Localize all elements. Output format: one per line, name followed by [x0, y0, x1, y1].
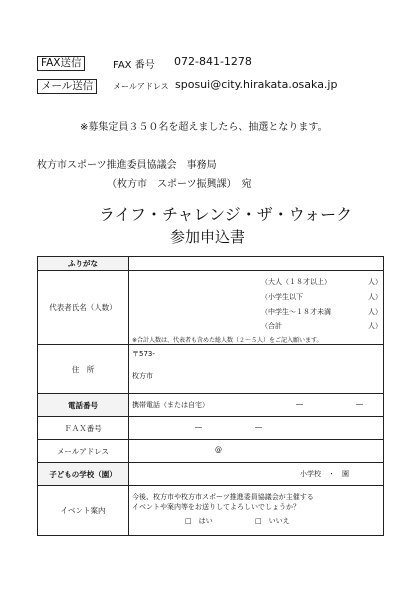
- furigana-label: ふりがな: [38, 257, 129, 271]
- fax-number: 072-841-1278: [174, 55, 252, 68]
- school-row: [38, 463, 384, 486]
- event-title: ライフ・チャレンジ・ザ・ウォーク: [99, 205, 353, 224]
- phone-label: 電話番号: [38, 394, 129, 417]
- mail-send-tag: メール送信: [37, 79, 97, 94]
- count-adult-unit: 人）: [368, 278, 382, 286]
- capacity-notice: ※募集定員３５０名を超えましたら、抽選となります。: [80, 122, 328, 133]
- phone-field[interactable]: [129, 394, 384, 417]
- email-field[interactable]: [129, 440, 384, 463]
- fax-row: [38, 417, 384, 440]
- fax-separator-1: ―: [195, 423, 202, 431]
- event-info-row: [38, 486, 384, 536]
- fax-send-tag: FAX送信: [37, 56, 85, 71]
- address-field[interactable]: [129, 345, 384, 394]
- count-total-unit: 人）: [368, 322, 382, 330]
- recipient-organization: 枚方市スポーツ推進委員協議会 事務局: [37, 160, 217, 171]
- event-info-yes-checkbox[interactable]: □ はい: [185, 517, 213, 525]
- mail-address-label: メールアドレス: [113, 82, 169, 91]
- phone-hint: 携帯電話（または自宅）: [132, 401, 209, 409]
- phone-separator-1: ―: [296, 400, 303, 408]
- email-row: [38, 440, 384, 463]
- fax-separator-2: ―: [255, 423, 262, 431]
- email-at-sign: @: [215, 446, 222, 454]
- event-info-question-1: 今後、枚方市や枚方市スポーツ推進委員協議会が主催する: [132, 493, 314, 501]
- fax-field-label: ＦＡＸ番号: [38, 417, 129, 440]
- count-total-label: （合計: [261, 322, 282, 330]
- representative-label: 代表者氏名（人数）: [38, 271, 129, 345]
- form-title: 参加申込書: [170, 228, 246, 246]
- representative-note: ※合計人数は、代表者も含めた総人数（２～５人）をご記入願います。: [132, 337, 323, 344]
- representative-row: [38, 271, 384, 345]
- event-info-no-checkbox[interactable]: □ いいえ: [255, 517, 290, 525]
- fax-field[interactable]: [129, 417, 384, 440]
- furigana-field[interactable]: [129, 257, 384, 271]
- mail-address: sposui@city.hirakata.osaka.jp: [175, 78, 338, 91]
- recipient-department: （枚方市 スポーツ振興課） 宛: [107, 179, 252, 190]
- event-info-label: イベント案内: [38, 486, 129, 536]
- email-field-label: メールアドレス: [38, 440, 129, 463]
- address-row: [38, 345, 384, 394]
- count-adult-label: （大人（１８才以上）: [261, 278, 331, 286]
- event-info-field: [129, 486, 384, 536]
- count-elementary-label: （小学生以下: [261, 293, 303, 301]
- application-form-table: [37, 256, 384, 536]
- count-junior-unit: 人）: [368, 308, 382, 316]
- count-junior-label: （中学生～１８才未満: [261, 308, 331, 316]
- school-label: 子どもの学校（園）: [38, 463, 129, 486]
- event-info-question-2: イベントや案内等をお送りしてよろしいでしょうか？: [132, 503, 300, 511]
- fax-number-label: FAX 番号: [113, 60, 155, 71]
- school-suffix: 小学校 ・ 園: [300, 470, 349, 478]
- phone-separator-2: ―: [356, 400, 363, 408]
- school-field[interactable]: [129, 463, 384, 486]
- furigana-row: [38, 257, 384, 271]
- representative-field[interactable]: [129, 271, 384, 345]
- phone-row: [38, 394, 384, 417]
- postal-prefix: 〒573-: [132, 350, 155, 358]
- count-elementary-unit: 人）: [368, 293, 382, 301]
- address-label: 住 所: [38, 345, 129, 394]
- city-prefix: 枚方市: [132, 372, 153, 380]
